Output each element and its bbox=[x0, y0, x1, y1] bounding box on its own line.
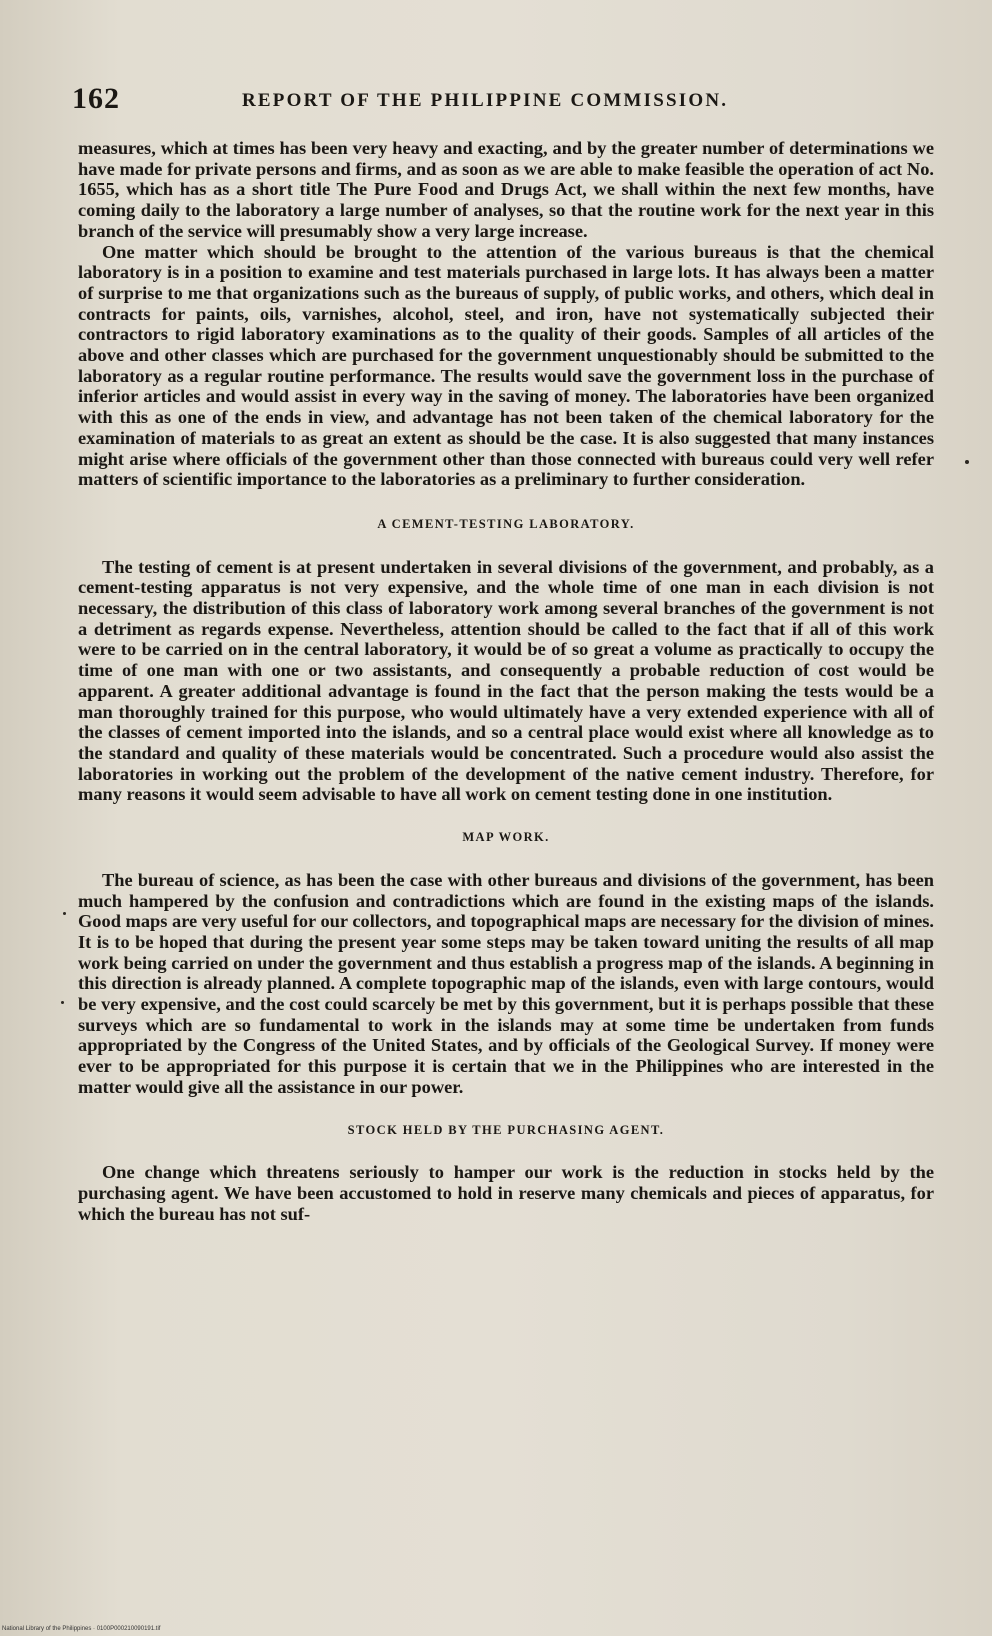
scan-credit: National Library of the Philippines · 0100P000210090191.tif bbox=[2, 1626, 161, 1632]
ink-speck bbox=[63, 912, 66, 915]
ink-speck bbox=[965, 460, 969, 464]
running-head: REPORT OF THE PHILIPPINE COMMISSION. bbox=[242, 90, 729, 111]
section-heading-map-work: MAP WORK. bbox=[462, 830, 550, 845]
paragraph-cement: The testing of cement is at present undertaken in several divisions of the government, and probably, as a cement-testing apparatus is not very expensive, and the whole time of one man in each division is not necessary, the distribution of this class of laboratory work among several branches of the government is not a detriment as regards expense. Nevertheless, attention should be called to the fact that if all of this work were to be carried on in the central laboratory, it would be of so great a volume as practically to occupy the time of one man with one or two assistants, and consequently a probable reduction of cost would be apparent. A greater additional advantage is found in the fact that the person making the tests would be a man thoroughly trained for this purpose, who would ultimately have a very extended experience with all of the classes of cement imported into the islands, and so a central place would exist where all knowledge as to the standard and quality of these materials would be concentrated. Such a procedure would also assist the laboratories in working out the problem of the development of the native cement industry. Therefore, for many reasons it would seem advisable to have all work on cement testing done in one institution. bbox=[78, 556, 934, 805]
paragraph-stock: One change which threatens seriously to hamper our work is the reduction in stocks held by the purchasing agent. We have been accustomed to hold in reserve many chemicals and pieces of apparatus, for which the bureau has not suf- bbox=[78, 1162, 934, 1224]
page-header bbox=[72, 82, 922, 122]
body-text bbox=[78, 138, 934, 1224]
paragraph-chemical-laboratory: One matter which should be brought to the attention of the various bureaus is that the chemical laboratory is in a position to examine and test materials purchased in large lots. It has always been a matter of surprise to me that organizations such as the bureaus of supply, of public works, and others, which deal in contracts for paints, oils, varnishes, alcohol, steel, and iron, have not systematically subjected their contractors to rigid laboratory examinations as to the quality of their goods. Samples of all articles of the above and other classes which are purchased for the government unquestionably should be submitted to the laboratory as a regular routine performance. The results would save the government loss in the purchase of inferior articles and would assist in every way in the saving of money. The laboratories have been organized with this as one of the ends in view, and advantage has not been taken of the chemical laboratory for the examination of materials to as great an extent as should be the case. It is also suggested that many instances might arise where officials of the government other than those connected with bureaus could very well refer matters of scientific importance to the laboratories as a preliminary to further consideration. bbox=[78, 241, 934, 490]
section-heading-cement: A CEMENT-TESTING LABORATORY. bbox=[377, 516, 635, 531]
ink-speck bbox=[61, 1001, 64, 1004]
section-heading-stock: STOCK HELD BY THE PURCHASING AGENT. bbox=[347, 1122, 665, 1137]
page-number: 162 bbox=[72, 82, 120, 115]
paragraph-continuation: measures, which at times has been very heavy and exacting, and by the greater number of determinations we have made for private persons and firms, and as soon as we are able to make feasible the operation of act No. 1655, which has as a short title The Pure Food and Drugs Act, we shall within the next few months, have coming daily to the laboratory a large number of analyses, so that the routine work for the next year in this branch of the service will presumably show a very large increase. bbox=[78, 138, 934, 241]
paragraph-map-work: The bureau of science, as has been the case with other bureaus and divisions of the government, has been much hampered by the confusion and contradictions which are found in the existing maps of the islands. Good maps are very useful for our collectors, and topographical maps are necessary for the division of mines. It is to be hoped that during the present year some steps may be taken toward uniting the results of all map work being carried on under the government and thus establish a progress map of the islands. A beginning in this direction is already planned. A complete topographic map of the islands, even with large contours, would be very expensive, and the cost could scarcely be met by this government, but it is perhaps possible that these surveys which are so fundamental to work in the islands may at some time be undertaken from funds appropriated by the Congress of the United States, and by officials of the Geological Survey. If money were ever to be appropriated for this purpose it is certain that we in the Philippines who are interested in the matter would give all the assistance in our power. bbox=[78, 869, 934, 1097]
